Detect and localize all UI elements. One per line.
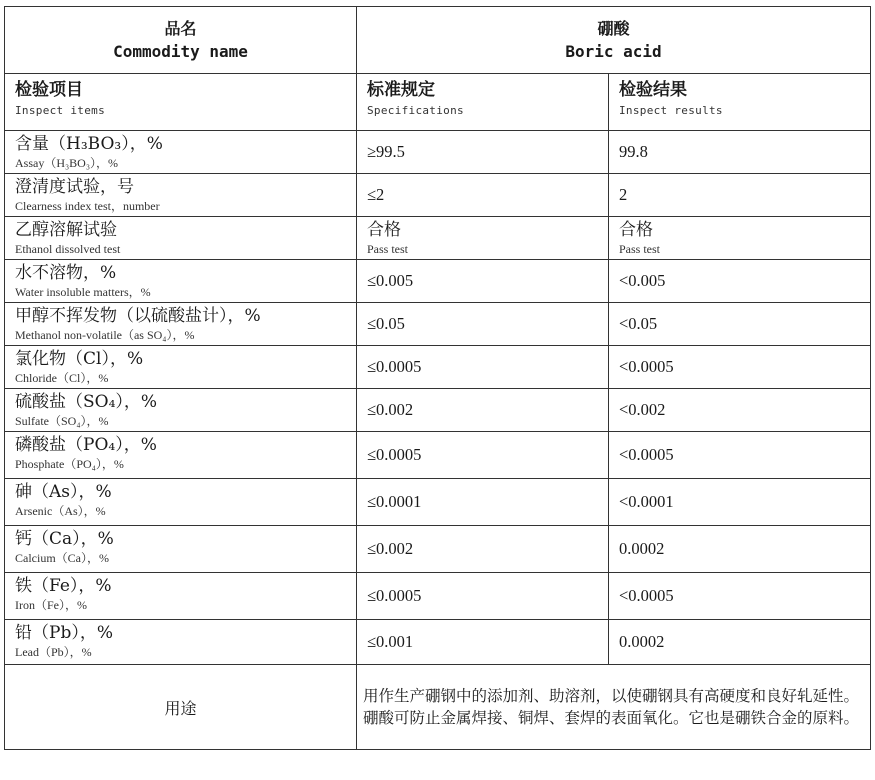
item-name-en: Water insoluble matters，% [15,285,151,299]
commodity-name-value-zh: 硼酸 [597,19,630,38]
item-name-en: Arsenic（As），% [15,504,106,518]
commodity-name-value-en: Boric acid [565,42,662,61]
commodity-name-value-cell [357,7,871,74]
result-value: <0.0005 [609,573,871,620]
item-name-zh: 钙（Ca），% [15,529,114,549]
item-cell [5,303,357,346]
column-header-spec-en: Specifications [367,104,464,117]
table-row-phosphate [5,432,871,479]
result-value: <0.005 [609,260,871,303]
item-name-en: Lead（Pb），% [15,645,92,659]
column-header-spec [357,74,609,131]
column-header-result-en: Inspect results [619,104,723,117]
item-cell [5,131,357,174]
item-cell [5,573,357,620]
item-cell [5,526,357,573]
commodity-name-label-zh: 品名 [164,19,197,38]
column-header-item-en: Inspect items [15,104,105,117]
item-cell [5,217,357,260]
table-row-arsenic [5,479,871,526]
result-value: <0.05 [609,303,871,346]
item-name-en: Iron（Fe），% [15,598,87,612]
item-name-en: Methanol non-volatile（as SO₄），% [15,328,195,342]
item-name-en: Ethanol dissolved test [15,242,121,256]
item-name-zh: 铁（Fe），% [15,576,112,596]
spec-value: ≤0.0001 [357,479,609,526]
item-cell [5,620,357,665]
spec-value: ≤0.0005 [357,432,609,479]
item-name-zh: 氯化物（Cl），% [15,349,144,369]
table-row-calcium [5,526,871,573]
usage-description: 用作生产硼钢中的添加剂、助溶剂，以使硼钢具有高硬度和良好轧延性。硼酸可防止金属焊接、铜焊、套焊的表面氧化。它也是硼铁合金的原料。 [357,665,871,750]
item-cell [5,389,357,432]
spec-value: ≤0.002 [357,389,609,432]
table-row-water-insoluble [5,260,871,303]
spec-value: ≤0.001 [357,620,609,665]
result-value-en: Pass test [619,242,661,256]
spec-sheet [4,6,870,750]
spec-value-zh: 合格 [367,220,401,240]
usage-row [5,665,871,750]
table-row-lead [5,620,871,665]
item-cell [5,346,357,389]
inspection-table [4,74,871,665]
item-cell [5,479,357,526]
table-row-iron [5,573,871,620]
inspection-header-row [5,74,871,131]
result-value: 0.0002 [609,620,871,665]
item-cell [5,174,357,217]
table-row-sulfate [5,389,871,432]
commodity-header-table [4,6,871,74]
item-name-zh: 磷酸盐（PO₄），% [15,435,157,455]
item-name-en: Phosphate（PO₄），% [15,457,124,471]
item-name-en: Clearness index test，number [15,199,160,213]
item-cell [5,260,357,303]
result-value: <0.0001 [609,479,871,526]
item-name-zh: 砷（As），% [15,482,112,502]
result-value: <0.0005 [609,346,871,389]
item-name-zh: 水不溶物，% [15,263,117,283]
item-name-en: Assay（H₃BO₃），% [15,156,119,170]
spec-value: ≤0.0005 [357,346,609,389]
column-header-result [609,74,871,131]
usage-table [4,665,871,750]
item-name-zh: 硫酸盐（SO₄），% [15,392,158,412]
column-header-spec-zh: 标准规定 [367,80,435,100]
item-name-zh: 铅（Pb），% [15,623,113,643]
item-name-zh: 甲醇不挥发物（以硫酸盐计），% [15,306,261,326]
spec-value: ≤2 [357,174,609,217]
result-value: 99.8 [609,131,871,174]
result-cell [609,217,871,260]
result-value: 0.0002 [609,526,871,573]
column-header-item-zh: 检验项目 [15,80,83,100]
commodity-name-row [5,7,871,74]
column-header-result-zh: 检验结果 [619,80,687,100]
item-name-en: Sulfate（SO₄），% [15,414,109,428]
result-value-zh: 合格 [619,220,653,240]
item-name-zh: 含量（H₃BO₃），% [15,134,163,154]
usage-label: 用途 [5,665,357,750]
table-row-clearness [5,174,871,217]
item-name-en: Calcium（Ca），% [15,551,109,565]
spec-value: ≤0.0005 [357,573,609,620]
table-row-assay [5,131,871,174]
commodity-name-label-en: Commodity name [113,42,248,61]
item-name-zh: 澄清度试验，号 [15,177,134,197]
column-header-item [5,74,357,131]
table-row-ethanol [5,217,871,260]
result-value: <0.0005 [609,432,871,479]
spec-value: ≤0.05 [357,303,609,346]
spec-value: ≥99.5 [357,131,609,174]
item-name-zh: 乙醇溶解试验 [15,220,117,240]
item-cell [5,432,357,479]
spec-value: ≤0.002 [357,526,609,573]
table-row-methanol [5,303,871,346]
item-name-en: Chloride（Cl），% [15,371,109,385]
spec-cell [357,217,609,260]
result-value: 2 [609,174,871,217]
spec-value: ≤0.005 [357,260,609,303]
table-row-chloride [5,346,871,389]
result-value: <0.002 [609,389,871,432]
spec-value-en: Pass test [367,242,409,256]
commodity-name-label-cell [5,7,357,74]
